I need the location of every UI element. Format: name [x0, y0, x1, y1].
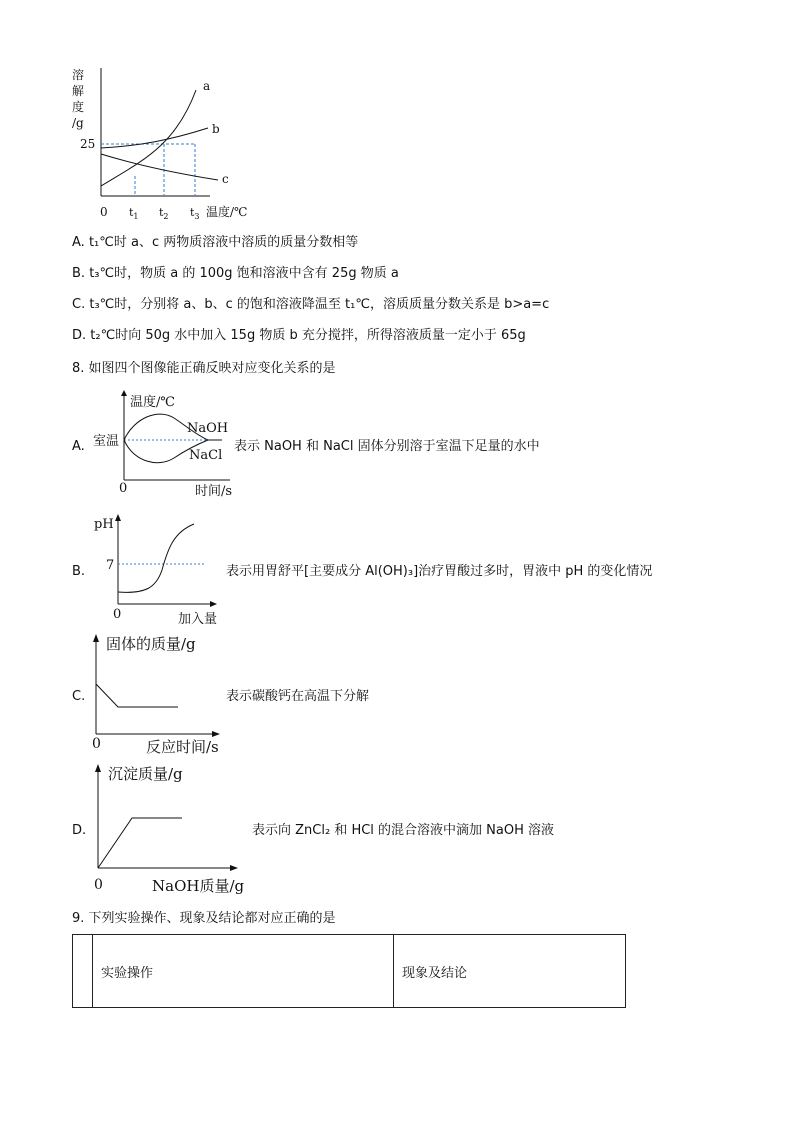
q7-option-a: [72, 235, 358, 251]
q8-option-b-text: 表示用胃舒平[主要成分 Al(OH)₃]治疗胃酸过多时，胃液中 pH 的变化情况: [226, 564, 653, 579]
option-letter: A.: [72, 235, 85, 250]
table-header-row: [73, 935, 626, 1008]
option-letter: D.: [72, 328, 87, 343]
q8-option-d-text: 表示向 ZnCl₂ 和 HCl 的混合溶液中滴加 NaOH 溶液: [252, 823, 555, 838]
curve-label-b: b: [212, 122, 220, 136]
x-axis-label: NaOH质量/g: [152, 877, 245, 895]
y-axis-arrow: [115, 514, 121, 521]
origin-label: 0: [113, 607, 122, 622]
q8-option-a-letter: A.: [72, 439, 85, 454]
x-axis-label: 温度/℃: [206, 205, 248, 219]
curve-label-c: c: [222, 172, 229, 186]
x-tick-t1: $t_1$: [129, 206, 139, 221]
q8-option-a-text: 表示 NaOH 和 NaCl 固体分别溶于室温下足量的水中: [234, 439, 540, 454]
q8-graph-a: [90, 388, 240, 500]
table-header-index: [73, 935, 93, 1008]
x-axis-arrow: [212, 731, 220, 737]
q8-option-c-letter: C.: [72, 689, 86, 704]
x-tick-t3: $t_3$: [190, 206, 200, 221]
option-text: t₁℃时 a、c 两物质溶液中溶质的质量分数相等: [88, 235, 359, 250]
x-axis-label: 时间/s: [195, 484, 233, 499]
x-axis-label: 加入量: [178, 612, 218, 627]
origin-label: 0: [119, 481, 128, 496]
q7-option-b: [72, 266, 399, 282]
option-text: t₃℃时，分别将 a、b、c 的饱和溶液降温至 t₁℃，溶质质量分数关系是 b>a=c: [89, 297, 550, 312]
room-temp-label: 室温: [93, 434, 120, 449]
table-header-operation: 实验操作: [93, 935, 394, 1008]
q8-stem: 8. 如图四个图像能正确反映对应变化关系的是: [72, 361, 336, 376]
y-axis-arrow: [93, 634, 99, 642]
ylabel-char-1: 溶: [72, 68, 85, 82]
option-text: t₃℃时，物质 a 的 100g 饱和溶液中含有 25g 物质 a: [89, 266, 399, 281]
origin-label: 0: [100, 205, 108, 219]
curve-c: [101, 154, 218, 180]
option-text: t₂℃时向 50g 水中加入 15g 物质 b 充分搅拌，所得溶液质量一定小于 65g: [90, 328, 526, 343]
y-axis-arrow: [95, 764, 101, 772]
origin-label: 0: [94, 877, 103, 893]
mass-line: [96, 684, 178, 707]
q8-graph-b: [90, 512, 230, 628]
q7-option-d: [72, 328, 526, 344]
origin-label: 0: [92, 736, 101, 752]
option-letter: C.: [72, 297, 86, 312]
q8-graph-c: [86, 630, 236, 756]
y-axis-label: 温度/℃: [130, 395, 175, 410]
curve-a: [101, 90, 196, 186]
nacl-label: NaCl: [189, 448, 223, 463]
x-axis-arrow: [230, 865, 238, 871]
ylabel-char-4: /g: [72, 116, 84, 130]
experiment-table: [72, 934, 626, 1008]
y-tick-25: 25: [80, 137, 96, 151]
curve-b: [101, 128, 208, 148]
y-axis-arrow: [121, 390, 127, 396]
y-axis-label: pH: [94, 517, 114, 532]
x-axis-arrow: [210, 601, 217, 607]
x-tick-t2: $t_2$: [159, 206, 169, 221]
y-axis-label: 固体的质量/g: [106, 635, 196, 653]
ph7-tick: 7: [106, 558, 115, 573]
curve-label-a: a: [203, 79, 211, 93]
precipitate-line: [98, 818, 182, 868]
naoh-label: NaOH: [187, 421, 229, 436]
q9-stem: 9. 下列实验操作、现象及结论都对应正确的是: [72, 911, 336, 926]
q8-option-c-text: 表示碳酸钙在高温下分解: [226, 689, 370, 704]
ylabel-char-2: 解: [72, 84, 85, 98]
ph-curve: [118, 524, 194, 592]
y-axis-label: 沉淀质量/g: [108, 765, 183, 783]
q8-option-d-letter: D.: [72, 823, 87, 838]
q8-option-b-letter: B.: [72, 564, 86, 579]
option-letter: B.: [72, 266, 86, 281]
table-header-result: 现象及结论: [394, 935, 626, 1008]
x-axis-label: 反应时间/s: [146, 738, 219, 756]
dashed-guides: [101, 144, 195, 196]
solubility-graph: [60, 62, 270, 224]
q8-graph-d: [86, 758, 256, 896]
ylabel-char-3: 度: [72, 100, 85, 114]
q7-option-c: [72, 297, 549, 313]
